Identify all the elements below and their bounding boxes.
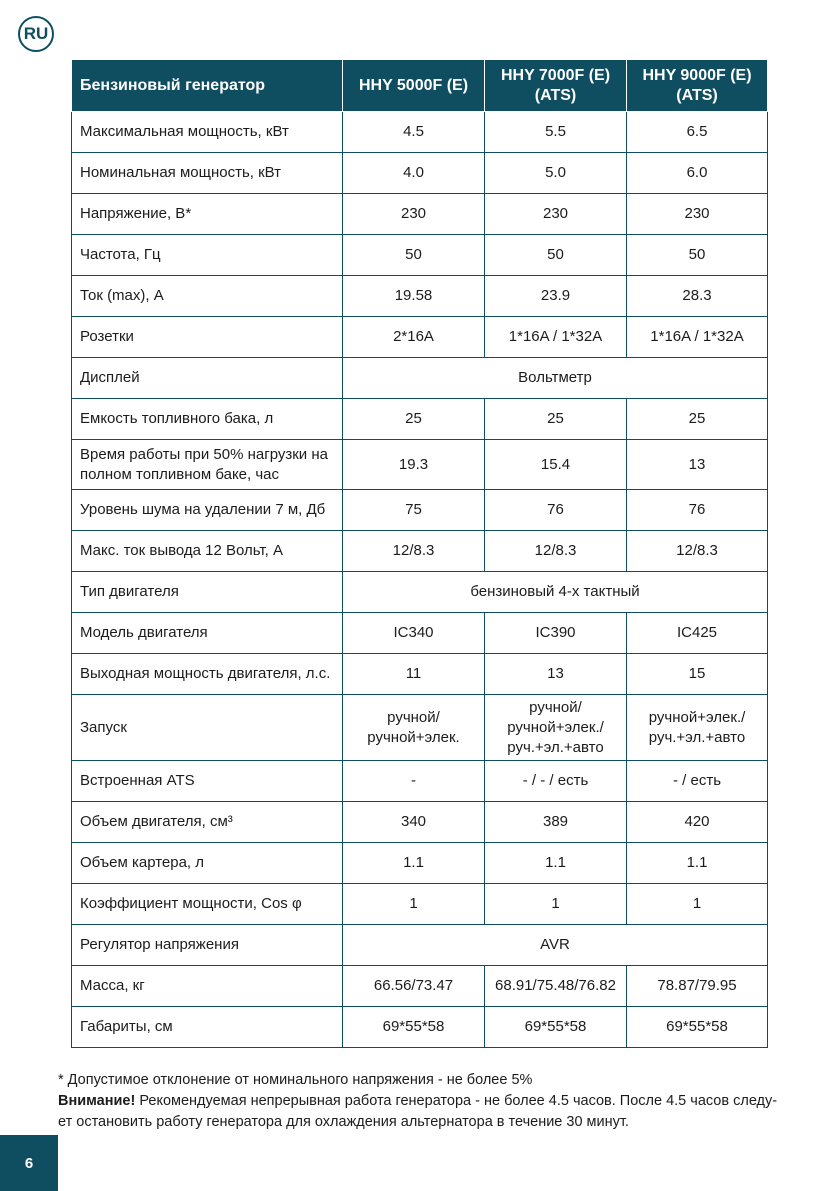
row-value: 1 — [485, 884, 627, 925]
row-value: 4.5 — [343, 112, 485, 153]
row-label: Емкость топливного бака, л — [72, 399, 343, 440]
row-value: 230 — [485, 194, 627, 235]
row-value: IC390 — [485, 613, 627, 654]
row-value: 4.0 — [343, 153, 485, 194]
row-value: - — [343, 761, 485, 802]
row-value: 1.1 — [627, 843, 768, 884]
table-row — [72, 613, 768, 654]
row-label: Макс. ток вывода 12 Вольт, А — [72, 531, 343, 572]
row-value: 5.5 — [485, 112, 627, 153]
row-value: 25 — [485, 399, 627, 440]
table-row — [72, 235, 768, 276]
row-value-merged: Вольтметр — [343, 358, 768, 399]
row-value: - / есть — [627, 761, 768, 802]
header-model-2: HHY 7000F (E) (ATS) — [485, 60, 627, 112]
row-value: 12/8.3 — [343, 531, 485, 572]
row-value: ручной+элек./ руч.+эл.+авто — [627, 695, 768, 761]
row-label: Розетки — [72, 317, 343, 358]
row-value: 78.87/79.95 — [627, 966, 768, 1007]
row-value: 2*16A — [343, 317, 485, 358]
attention-text: Рекомендуемая непрерывная работа генератора - не более 4.5 часов. После 4.5 часов следу-ет остановить работу генератора для охлаждения альтернатора в течение 30 минут. — [58, 1093, 778, 1130]
table-row — [72, 572, 768, 613]
row-value-merged: бензиновый 4-х тактный — [343, 572, 768, 613]
row-label: Модель двигателя — [72, 613, 343, 654]
table-row — [72, 654, 768, 695]
row-label: Габариты, см — [72, 1007, 343, 1048]
attention-label: Внимание! — [58, 1093, 136, 1109]
row-value: 75 — [343, 490, 485, 531]
table-header-row — [72, 60, 768, 112]
row-label: Выходная мощность двигателя, л.с. — [72, 654, 343, 695]
row-label: Регулятор напряжения — [72, 925, 343, 966]
row-label: Ток (max), А — [72, 276, 343, 317]
row-value: ручной/ ручной+элек./ руч.+эл.+авто — [485, 695, 627, 761]
table-body — [72, 112, 768, 1048]
table-row — [72, 761, 768, 802]
row-value: ручной/ ручной+элек. — [343, 695, 485, 761]
row-value: 19.58 — [343, 276, 485, 317]
row-label: Объем картера, л — [72, 843, 343, 884]
row-value: 13 — [627, 440, 768, 490]
specifications-table — [71, 59, 768, 1048]
row-label: Максимальная мощность, кВт — [72, 112, 343, 153]
row-value: 230 — [343, 194, 485, 235]
row-value: 19.3 — [343, 440, 485, 490]
row-value: IC340 — [343, 613, 485, 654]
row-value: 23.9 — [485, 276, 627, 317]
table-row — [72, 695, 768, 761]
row-value: 15 — [627, 654, 768, 695]
row-label: Встроенная ATS — [72, 761, 343, 802]
table-row — [72, 194, 768, 235]
page-number: 6 — [0, 1135, 58, 1191]
row-value-merged: AVR — [343, 925, 768, 966]
row-value: 1*16A / 1*32A — [627, 317, 768, 358]
table-row — [72, 966, 768, 1007]
row-value: 50 — [627, 235, 768, 276]
row-label: Уровень шума на удалении 7 м, Дб — [72, 490, 343, 531]
row-value: - / - / есть — [485, 761, 627, 802]
language-badge: RU — [18, 16, 54, 52]
table-row — [72, 531, 768, 572]
row-value: 230 — [627, 194, 768, 235]
row-value: 12/8.3 — [627, 531, 768, 572]
row-value: 11 — [343, 654, 485, 695]
row-value: 13 — [485, 654, 627, 695]
row-value: IC425 — [627, 613, 768, 654]
row-value: 1 — [343, 884, 485, 925]
table-row — [72, 884, 768, 925]
table-row — [72, 925, 768, 966]
row-label: Номинальная мощность, кВт — [72, 153, 343, 194]
header-product-type: Бензиновый генератор — [72, 60, 343, 112]
table-row — [72, 153, 768, 194]
attention-note — [58, 1091, 788, 1133]
row-label: Тип двигателя — [72, 572, 343, 613]
row-value: 6.0 — [627, 153, 768, 194]
table-row — [72, 358, 768, 399]
row-value: 69*55*58 — [485, 1007, 627, 1048]
table-row — [72, 440, 768, 490]
table-row — [72, 317, 768, 358]
row-value: 1*16A / 1*32A — [485, 317, 627, 358]
row-value: 25 — [343, 399, 485, 440]
row-label: Запуск — [72, 695, 343, 761]
voltage-footnote: * Допустимое отклонение от номинального напряжения - не более 5% — [58, 1072, 533, 1088]
row-label: Дисплей — [72, 358, 343, 399]
row-value: 25 — [627, 399, 768, 440]
row-value: 1 — [627, 884, 768, 925]
row-value: 76 — [627, 490, 768, 531]
row-value: 69*55*58 — [627, 1007, 768, 1048]
row-label: Масса, кг — [72, 966, 343, 1007]
row-value: 5.0 — [485, 153, 627, 194]
header-model-3: HHY 9000F (E) (ATS) — [627, 60, 768, 112]
header-model-1: HHY 5000F (E) — [343, 60, 485, 112]
table-row — [72, 843, 768, 884]
row-value: 28.3 — [627, 276, 768, 317]
row-value: 68.91/75.48/76.82 — [485, 966, 627, 1007]
row-label: Частота, Гц — [72, 235, 343, 276]
row-value: 6.5 — [627, 112, 768, 153]
row-value: 50 — [485, 235, 627, 276]
row-value: 1.1 — [343, 843, 485, 884]
table-row — [72, 276, 768, 317]
table-row — [72, 802, 768, 843]
table-row — [72, 112, 768, 153]
table-row — [72, 490, 768, 531]
row-label: Время работы при 50% нагрузки на полном топливном баке, час — [72, 440, 343, 490]
footnote — [58, 1070, 788, 1133]
row-value: 340 — [343, 802, 485, 843]
row-value: 420 — [627, 802, 768, 843]
row-value: 66.56/73.47 — [343, 966, 485, 1007]
row-value: 12/8.3 — [485, 531, 627, 572]
row-value: 389 — [485, 802, 627, 843]
row-label: Коэффициент мощности, Cos φ — [72, 884, 343, 925]
row-value: 69*55*58 — [343, 1007, 485, 1048]
row-value: 15.4 — [485, 440, 627, 490]
table-row — [72, 1007, 768, 1048]
row-label: Напряжение, В* — [72, 194, 343, 235]
row-value: 50 — [343, 235, 485, 276]
row-value: 76 — [485, 490, 627, 531]
table-row — [72, 399, 768, 440]
row-value: 1.1 — [485, 843, 627, 884]
row-label: Объем двигателя, см³ — [72, 802, 343, 843]
